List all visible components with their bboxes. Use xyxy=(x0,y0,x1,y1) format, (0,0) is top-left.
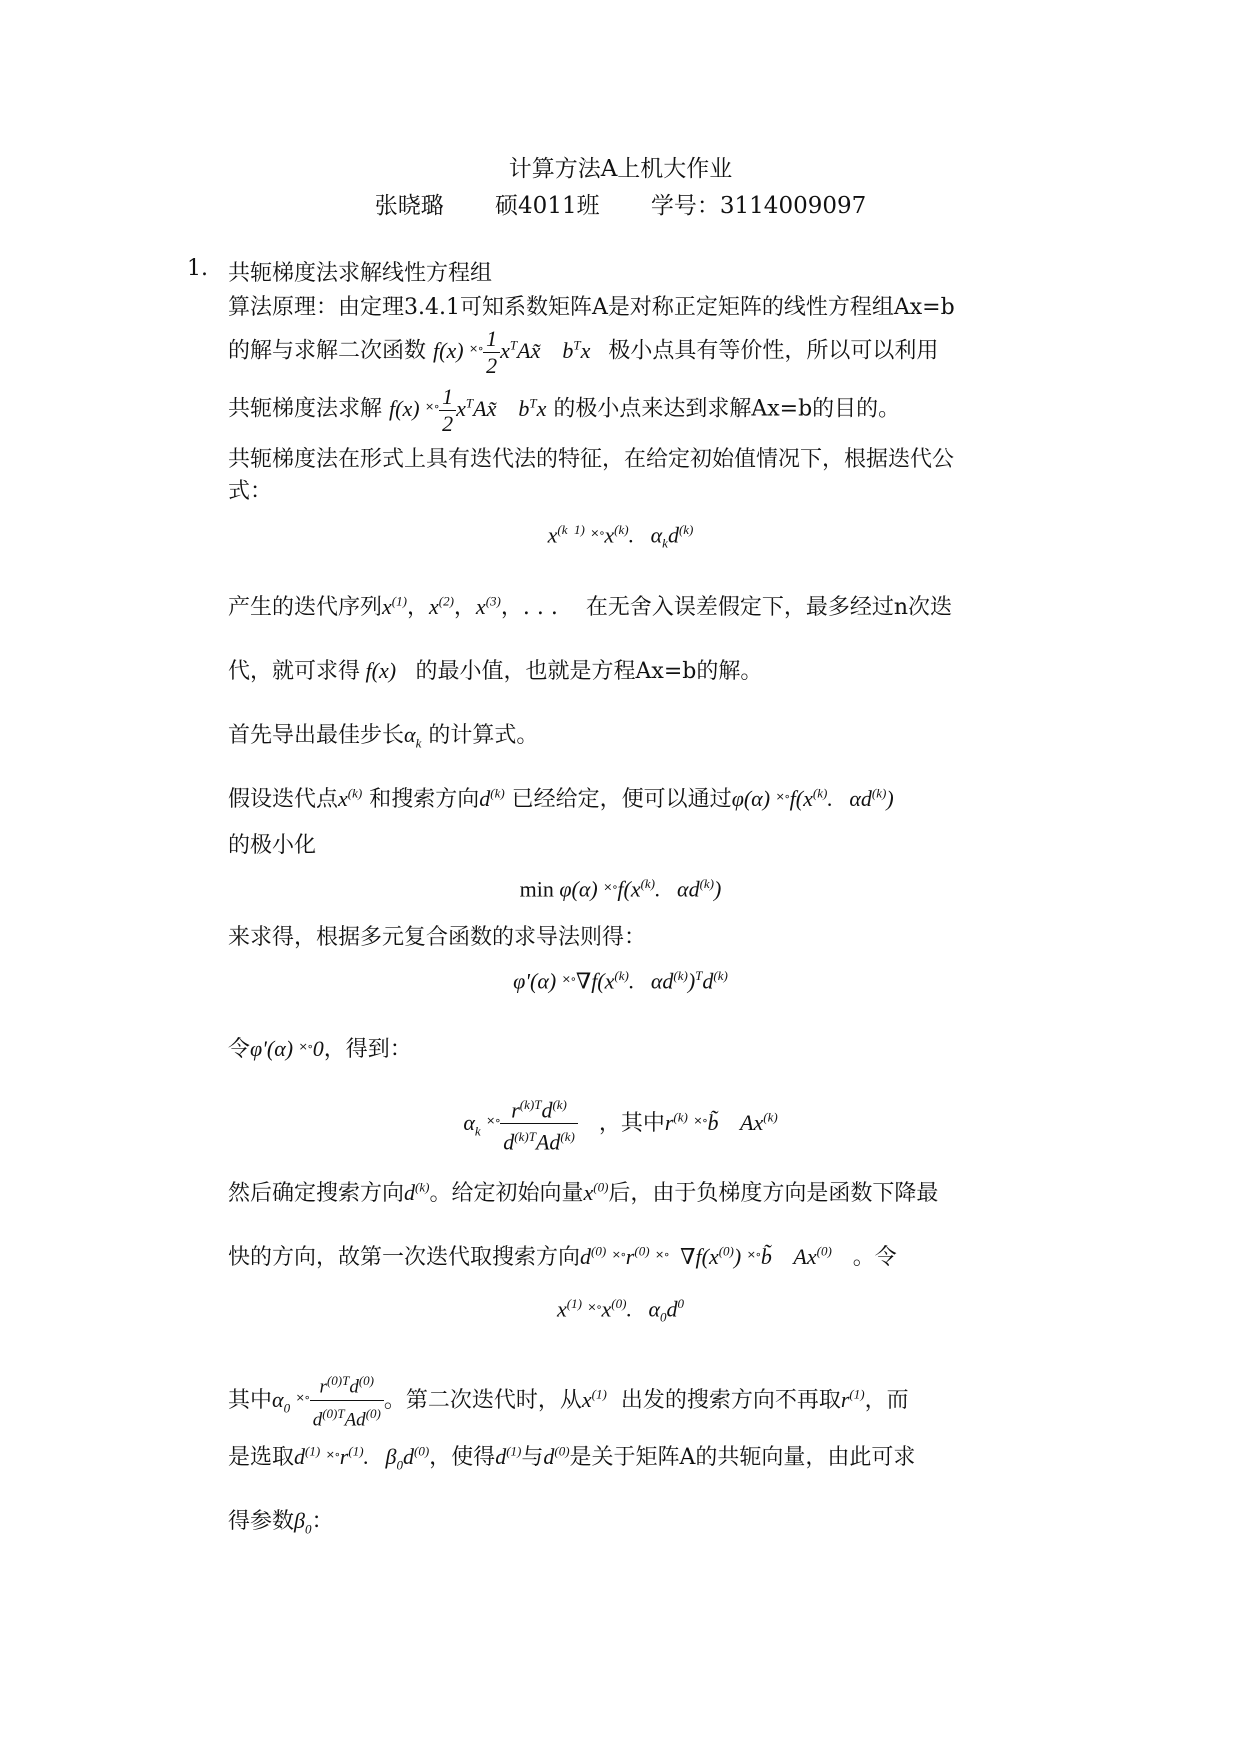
paragraph-sequence-line1: 产生的迭代序列$x^{(1)}$，$x^{(2)}$，$x^{(3)}$，. . . 在无舍入误差假定下，最多经过n次迭 xyxy=(228,593,952,620)
paragraph-second-iter-line1: 其中$\alpha_0$ ×∘ $\frac{r^{(0)T}d^{(0)}}{d^{(0)T}Ad^{(0)}}$ 。第二次迭代时，从$x^{(1)}$ 出发的搜索方向不再取$r^{(1)}$，而 xyxy=(228,1368,1058,1434)
paragraph-second-iter-line2: 是选取$d^{(1)}$ $^{\times\circ}r^{(1)}$. $\beta_0d^{(0)}$，使得$d^{(1)}$与$d^{(0)}$是关于矩阵A的共轭向量，由此可求 xyxy=(228,1443,916,1473)
author-name: 张晓璐 xyxy=(374,193,444,219)
paragraph-direction-line1: 然后确定搜索方向$d^{(k)}$。给定初始向量$x^{(0)}$后，由于负梯度方向是函数下降最 xyxy=(228,1179,939,1206)
equation-first-step: $x^{(1)}$ $^{\times\circ}x^{(0)}$. $\alpha_0d^0$ xyxy=(556,1296,685,1325)
equation-derivative: φ'(α) $^{\times\circ}\nabla f(x^{(k)}$. $\alpha d^{(k)})^Td^{(k)}$ xyxy=(513,968,728,994)
equation-alpha-k: $\alpha_k$ ×∘ $\frac{r^{(k)T}d^{(k)}}{d^{(k)T}Ad^{(k)}}$ ，其中$r^{(k)}$ ×∘b̃ Ax$^{(k)}$ xyxy=(0,1092,1241,1156)
paragraph-principle-line3: 共轭梯度法求解 f(x) ×∘ $\frac{1}{2}$ $x^TAx̃$ $b^Tx$ 的极小点来达到求解Ax=b的目的。 xyxy=(228,384,901,436)
author-line xyxy=(0,187,1241,220)
paragraph-beta: 得参数$\beta_0$： xyxy=(228,1508,334,1537)
section-title: 共轭梯度法求解线性方程组 xyxy=(228,261,493,286)
equation-minimize: min φ(α) $^{\times\circ}f(x^{(k)}$. $\alpha d^{(k)}$) xyxy=(519,876,722,902)
paragraph-sequence-line2: 代，就可求得 f(x) 的最小值，也就是方程Ax=b的解。 xyxy=(228,658,763,684)
section-number: 1. xyxy=(187,256,208,281)
paragraph-cg-line1: 共轭梯度法在形式上具有迭代法的特征，在给定初始值情况下，根据迭代公 xyxy=(228,447,955,472)
paragraph-set-zero: 令φ'(α) ×∘0，得到： xyxy=(228,1036,412,1062)
paragraph-cg-line2: 式： xyxy=(228,479,273,504)
paragraph-principle-line2: 的解与求解二次函数 f(x) ×∘ $\frac{1}{2}$ $x^TAx̃$ $b^Tx$ 极小点具有等价性，所以可以利用 xyxy=(228,326,939,378)
equation-iteration: $x^{(k 1)}$ $^{\times\circ}x^{(k)}$. $\alpha_kd^{(k)}$ xyxy=(547,522,694,551)
formula-quadratic: f(x) ×∘ $\frac{1}{2}$ $x^TAx̃$ $b^Tx$ xyxy=(433,326,602,378)
paragraph-assume-line1: 假设迭代点$x^{(k)}$ 和搜索方向$d^{(k)}$ 已经给定，便可以通过φ(α) $^{\times\circ}f(x^{(k)}$. $\alpha d^{(k)}$) xyxy=(228,785,894,812)
paragraph-principle-line1: 算法原理：由定理3.4.1可知系数矩阵A是对称正定矩阵的线性方程组Ax=b xyxy=(228,295,955,320)
paragraph-direction-line2: 快的方向，故第一次迭代取搜索方向$d^{(0)}$ $^{\times\circ}r^{(0)}$ ×∘ $\nabla f(x^{(0)})$ ×∘b̃ Ax$^{(0)}$ 。令 xyxy=(228,1243,897,1270)
document-title: 计算方法A上机大作业 xyxy=(508,156,733,182)
author-class: 硕4011班 xyxy=(495,193,600,219)
paragraph-step-size: 首先导出最佳步长$\alpha_k$ 的计算式。 xyxy=(228,722,539,751)
paragraph-assume-line2: 的极小化 xyxy=(228,833,317,858)
paragraph-chain-rule: 来求得，根据多元复合函数的求导法则得： xyxy=(228,925,647,950)
author-student-id: 学号：3114009097 xyxy=(650,193,867,219)
formula-quadratic-2: f(x) ×∘ $\frac{1}{2}$ $x^TAx̃$ $b^Tx$ xyxy=(389,384,547,436)
